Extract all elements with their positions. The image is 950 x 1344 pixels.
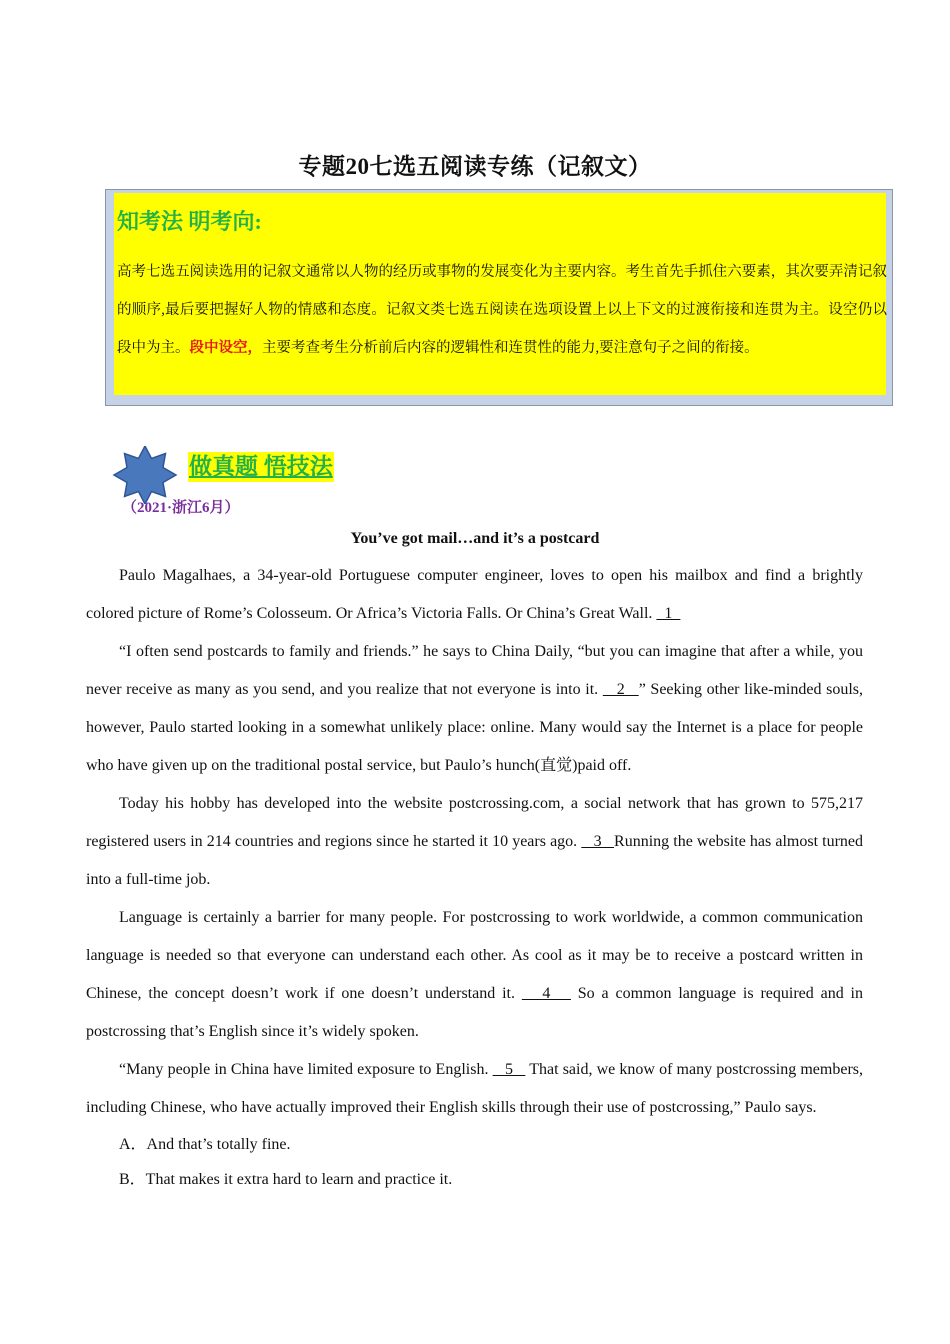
paragraph-text: So a common language is required and in postcrossing that’s English since it’s widely spoken. — [86, 985, 864, 1040]
answer-blank-3: 3 — [581, 833, 615, 850]
paragraph-text: “Many people in China have limited exposure to English. — [119, 1061, 493, 1078]
answer-blank-2: 2 — [602, 681, 639, 698]
page-title: 专题20七选五阅读专练（记叙文） — [298, 154, 652, 179]
paragraph-text: Running the website has almost turned into a full-time job. — [86, 833, 864, 888]
section-heading: 做真题 悟技法 — [188, 452, 334, 482]
intro-text-main: 高考七选五阅读选用的记叙文通常以人物的经历或事物的发展变化为主要内容。考生首先手抓住六要素，其次要弄清记叙的顺序,最后要把握好人物的情感和态度。记叙文类七选五阅读在选项设置上以上下文的过渡衔接和连贯为主。设空仍以段中为主。 — [117, 264, 887, 356]
paragraph-text: Paulo Magalhaes, a 34-year-old Portuguese computer engineer, loves to open his mailbox and find a brightly colored picture of Rome’s Colosseum. Or Africa’s Victoria Falls. Or China’s Great Wall. — [86, 567, 863, 622]
article-body — [86, 557, 863, 1197]
article-paragraph — [86, 633, 863, 785]
option-a: A．And that’s totally fine. — [119, 1136, 291, 1153]
intro-text-rest: 主要考查考生分析前后内容的逻辑性和连贯性的能力,要注意句子之间的衔接。 — [262, 340, 759, 356]
exam-source: （2021·浙江6月） — [122, 500, 240, 516]
intro-text-highlight: 段中设空， — [189, 340, 262, 356]
paragraph-text: ” Seeking other like-minded souls, however, Paulo started looking in a somewhat unlikely place: online. Many would say the Internet is a place for people who have given up on the traditional postal service, but Paulo’s hunch(直觉)paid off. — [86, 681, 864, 774]
intro-box — [105, 189, 893, 406]
article-paragraph — [86, 785, 863, 899]
intro-heading: 知考法 明考向: — [117, 209, 262, 234]
option-b: B．That makes it extra hard to learn and practice it. — [119, 1171, 453, 1188]
article-paragraph — [86, 557, 863, 633]
paragraph-text: Language is certainly a barrier for many people. For postcrossing to work worldwide, a common communication language is needed so that everyone can understand each other. As cool as it may be to receive a postcard written in Chinese, the concept doesn’t work if one doesn’t understand it. — [86, 909, 863, 1002]
article-title: You’ve got mail…and it’s a postcard — [350, 530, 600, 547]
answer-blank-4: 4 — [521, 985, 571, 1002]
answer-blank-1: 1 — [656, 605, 681, 622]
article-paragraph — [86, 899, 863, 1051]
paragraph-text: Today his hobby has developed into the website postcrossing.com, a social network that has grown to 575,217 registered users in 214 countries and regions since he started it 10 years ago. — [86, 795, 863, 850]
article-paragraph — [86, 1051, 863, 1127]
intro-text — [117, 253, 887, 367]
intro-highlight-panel — [114, 193, 886, 395]
paragraph-text: That said, we know of many postcrossing members, including Chinese, who have actually improved their English skills through their use of postcrossing,” Paulo says. — [86, 1061, 864, 1116]
answer-blank-5: 5 — [492, 1061, 526, 1078]
paragraph-text: “I often send postcards to family and friends.” he says to China Daily, “but you can imagine that after a while, you never receive as many as you send, and you realize that not everyone is into it. — [86, 643, 863, 698]
